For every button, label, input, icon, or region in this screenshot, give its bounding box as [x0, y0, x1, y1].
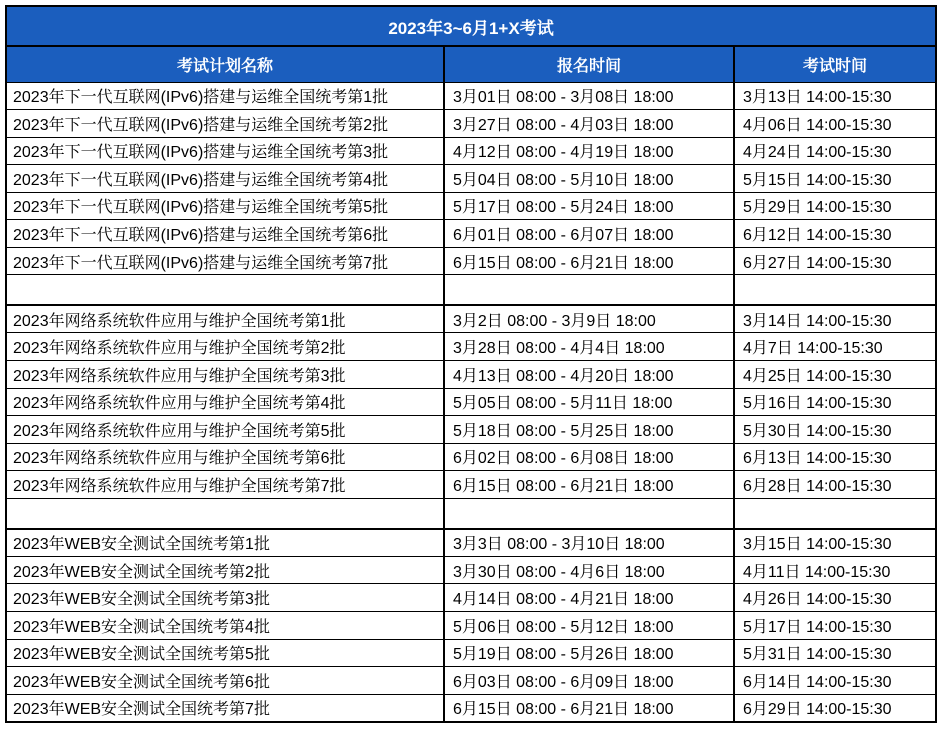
table-row [6, 694, 936, 722]
table-body [6, 82, 936, 722]
column-header-exam-time: 考试时间 [734, 46, 936, 82]
table-title-row [6, 6, 936, 46]
exam-plan-name-cell: 2023年网络系统软件应用与维护全国统考第6批 [6, 443, 444, 471]
table-row [6, 247, 936, 275]
exam-schedule-table [5, 5, 937, 723]
empty-cell [6, 498, 444, 529]
table-row [6, 443, 936, 471]
table-header-row [6, 46, 936, 82]
column-header-plan-name: 考试计划名称 [6, 46, 444, 82]
exam-time-cell: 6月14日 14:00-15:30 [734, 667, 936, 695]
exam-time-cell: 4月11日 14:00-15:30 [734, 556, 936, 584]
registration-time-cell: 5月06日 08:00 - 5月12日 18:00 [444, 612, 734, 640]
exam-plan-name-cell: 2023年WEB安全测试全国统考第1批 [6, 529, 444, 557]
registration-time-cell: 4月13日 08:00 - 4月20日 18:00 [444, 361, 734, 389]
table-row [6, 305, 936, 333]
exam-time-cell: 5月29日 14:00-15:30 [734, 192, 936, 220]
exam-time-cell: 4月7日 14:00-15:30 [734, 333, 936, 361]
exam-plan-name-cell: 2023年下一代互联网(IPv6)搭建与运维全国统考第4批 [6, 165, 444, 193]
exam-time-cell: 6月13日 14:00-15:30 [734, 443, 936, 471]
exam-plan-name-cell: 2023年WEB安全测试全国统考第7批 [6, 694, 444, 722]
table-row [6, 639, 936, 667]
exam-time-cell: 5月17日 14:00-15:30 [734, 612, 936, 640]
exam-time-cell: 6月12日 14:00-15:30 [734, 220, 936, 248]
exam-plan-name-cell: 2023年WEB安全测试全国统考第5批 [6, 639, 444, 667]
registration-time-cell: 6月15日 08:00 - 6月21日 18:00 [444, 471, 734, 499]
exam-time-cell: 5月15日 14:00-15:30 [734, 165, 936, 193]
exam-plan-name-cell: 2023年WEB安全测试全国统考第6批 [6, 667, 444, 695]
table-row [6, 584, 936, 612]
exam-time-cell: 5月30日 14:00-15:30 [734, 416, 936, 444]
registration-time-cell: 3月01日 08:00 - 3月08日 18:00 [444, 82, 734, 110]
exam-plan-name-cell: 2023年WEB安全测试全国统考第2批 [6, 556, 444, 584]
registration-time-cell: 5月05日 08:00 - 5月11日 18:00 [444, 388, 734, 416]
table-row [6, 361, 936, 389]
exam-time-cell: 5月31日 14:00-15:30 [734, 639, 936, 667]
section-spacer-row [6, 275, 936, 306]
exam-plan-name-cell: 2023年下一代互联网(IPv6)搭建与运维全国统考第2批 [6, 110, 444, 138]
exam-plan-name-cell: 2023年网络系统软件应用与维护全国统考第3批 [6, 361, 444, 389]
registration-time-cell: 3月30日 08:00 - 4月6日 18:00 [444, 556, 734, 584]
registration-time-cell: 5月04日 08:00 - 5月10日 18:00 [444, 165, 734, 193]
registration-time-cell: 3月27日 08:00 - 4月03日 18:00 [444, 110, 734, 138]
table-title: 2023年3~6月1+X考试 [6, 6, 936, 46]
exam-time-cell: 5月16日 14:00-15:30 [734, 388, 936, 416]
registration-time-cell: 3月28日 08:00 - 4月4日 18:00 [444, 333, 734, 361]
table-row [6, 529, 936, 557]
exam-plan-name-cell: 2023年网络系统软件应用与维护全国统考第1批 [6, 305, 444, 333]
registration-time-cell: 3月2日 08:00 - 3月9日 18:00 [444, 305, 734, 333]
exam-plan-name-cell: 2023年下一代互联网(IPv6)搭建与运维全国统考第6批 [6, 220, 444, 248]
exam-plan-name-cell: 2023年下一代互联网(IPv6)搭建与运维全国统考第3批 [6, 137, 444, 165]
empty-cell [6, 275, 444, 306]
exam-plan-name-cell: 2023年WEB安全测试全国统考第4批 [6, 612, 444, 640]
exam-time-cell: 6月27日 14:00-15:30 [734, 247, 936, 275]
registration-time-cell: 5月17日 08:00 - 5月24日 18:00 [444, 192, 734, 220]
registration-time-cell: 5月19日 08:00 - 5月26日 18:00 [444, 639, 734, 667]
table-row [6, 556, 936, 584]
empty-cell [734, 275, 936, 306]
registration-time-cell: 6月15日 08:00 - 6月21日 18:00 [444, 247, 734, 275]
table-row [6, 165, 936, 193]
exam-plan-name-cell: 2023年网络系统软件应用与维护全国统考第5批 [6, 416, 444, 444]
exam-time-cell: 4月06日 14:00-15:30 [734, 110, 936, 138]
table-row [6, 333, 936, 361]
exam-time-cell: 3月13日 14:00-15:30 [734, 82, 936, 110]
table-row [6, 82, 936, 110]
exam-time-cell: 4月25日 14:00-15:30 [734, 361, 936, 389]
exam-plan-name-cell: 2023年下一代互联网(IPv6)搭建与运维全国统考第1批 [6, 82, 444, 110]
empty-cell [444, 498, 734, 529]
empty-cell [734, 498, 936, 529]
registration-time-cell: 6月15日 08:00 - 6月21日 18:00 [444, 694, 734, 722]
registration-time-cell: 4月14日 08:00 - 4月21日 18:00 [444, 584, 734, 612]
registration-time-cell: 5月18日 08:00 - 5月25日 18:00 [444, 416, 734, 444]
exam-time-cell: 3月14日 14:00-15:30 [734, 305, 936, 333]
empty-cell [444, 275, 734, 306]
table-row [6, 110, 936, 138]
table-row [6, 612, 936, 640]
exam-time-cell: 4月24日 14:00-15:30 [734, 137, 936, 165]
registration-time-cell: 6月03日 08:00 - 6月09日 18:00 [444, 667, 734, 695]
table-row [6, 416, 936, 444]
table-row [6, 137, 936, 165]
section-spacer-row [6, 498, 936, 529]
registration-time-cell: 6月01日 08:00 - 6月07日 18:00 [444, 220, 734, 248]
exam-plan-name-cell: 2023年网络系统软件应用与维护全国统考第4批 [6, 388, 444, 416]
column-header-registration-time: 报名时间 [444, 46, 734, 82]
exam-plan-name-cell: 2023年下一代互联网(IPv6)搭建与运维全国统考第5批 [6, 192, 444, 220]
table-row [6, 192, 936, 220]
registration-time-cell: 3月3日 08:00 - 3月10日 18:00 [444, 529, 734, 557]
table-row [6, 220, 936, 248]
table-row [6, 388, 936, 416]
exam-time-cell: 6月29日 14:00-15:30 [734, 694, 936, 722]
registration-time-cell: 4月12日 08:00 - 4月19日 18:00 [444, 137, 734, 165]
table-row [6, 471, 936, 499]
exam-time-cell: 3月15日 14:00-15:30 [734, 529, 936, 557]
exam-plan-name-cell: 2023年网络系统软件应用与维护全国统考第7批 [6, 471, 444, 499]
exam-time-cell: 6月28日 14:00-15:30 [734, 471, 936, 499]
exam-plan-name-cell: 2023年下一代互联网(IPv6)搭建与运维全国统考第7批 [6, 247, 444, 275]
table-row [6, 667, 936, 695]
exam-plan-name-cell: 2023年网络系统软件应用与维护全国统考第2批 [6, 333, 444, 361]
registration-time-cell: 6月02日 08:00 - 6月08日 18:00 [444, 443, 734, 471]
exam-time-cell: 4月26日 14:00-15:30 [734, 584, 936, 612]
exam-plan-name-cell: 2023年WEB安全测试全国统考第3批 [6, 584, 444, 612]
